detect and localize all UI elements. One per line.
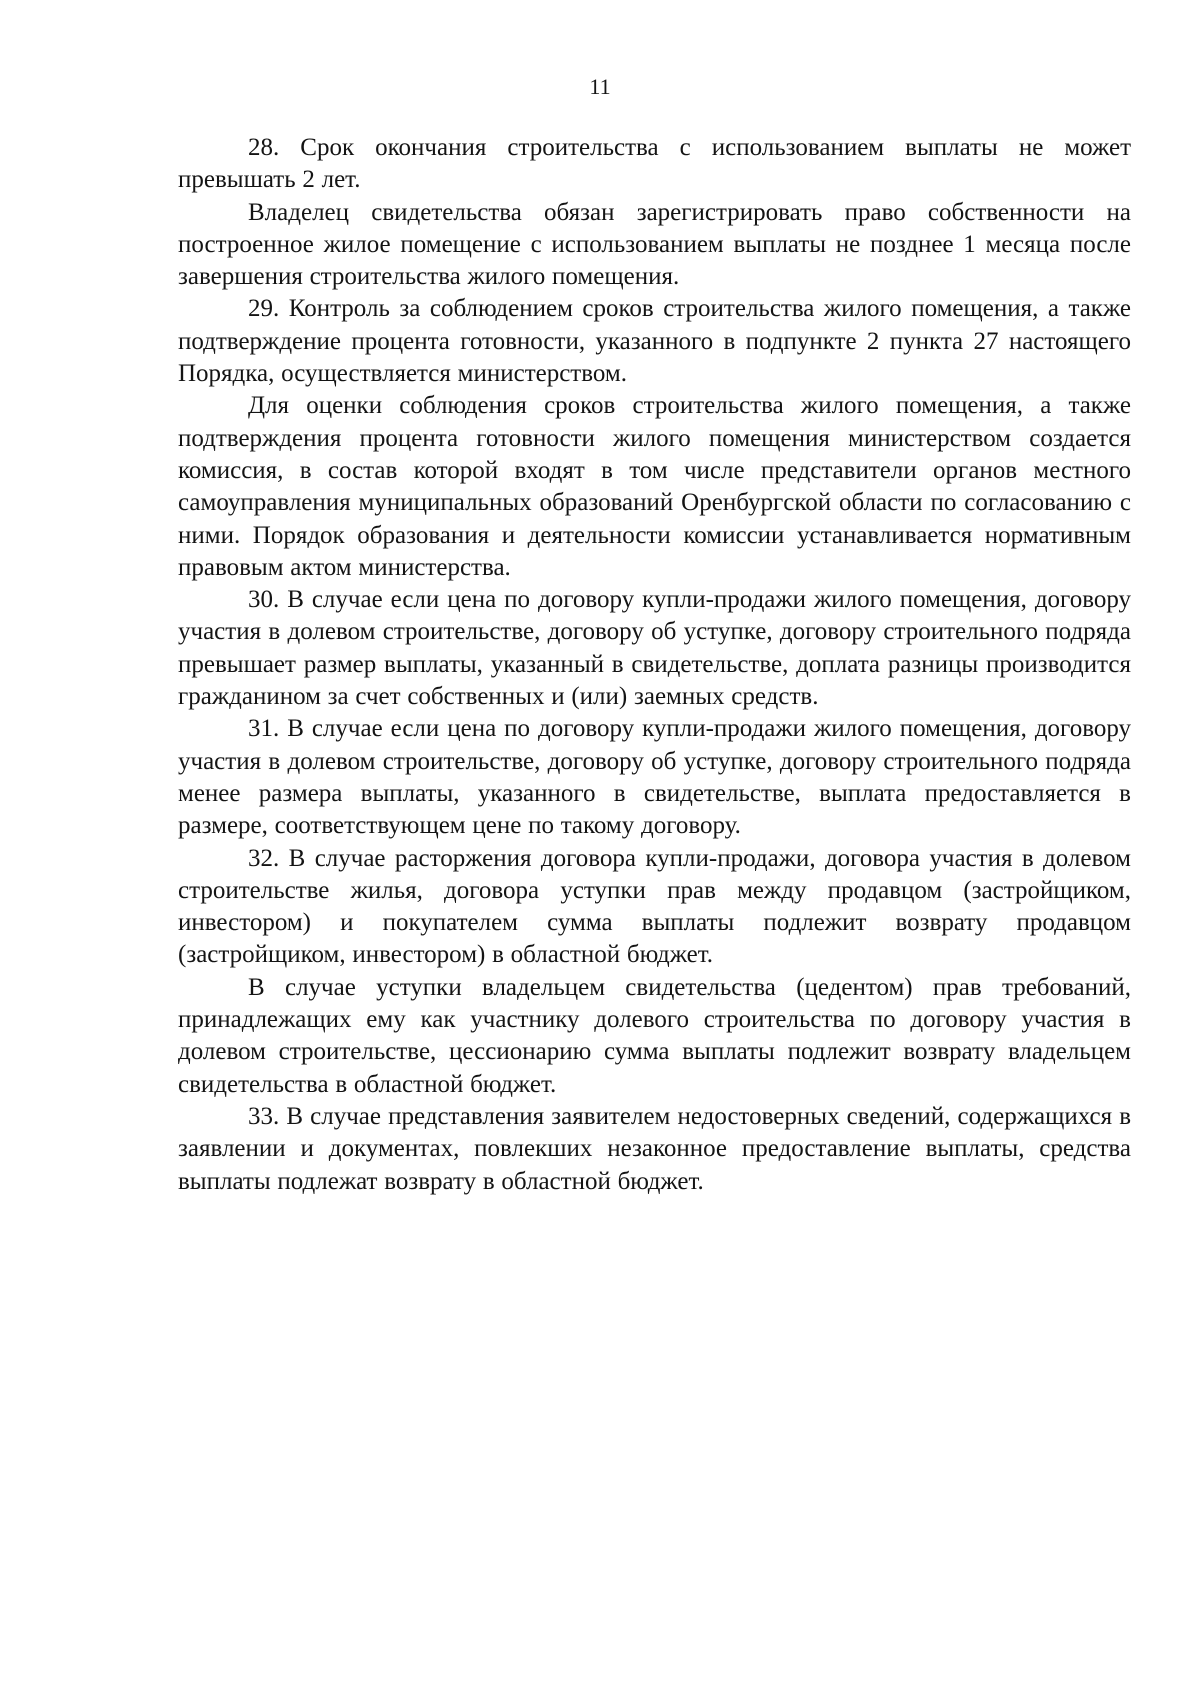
paragraph-32: 32. В случае расторжения договора купли-продажи, договора участия в долевом строительстве жилья, договора уступки прав между продавцом (застройщиком, инвестором) и покупателем сумма выплаты подлежит возврату продавцом (застройщиком, инвестором) в областной бюджет. [178, 844, 1131, 969]
paragraph-31: 31. В случае если цена по договору купли-продажи жилого помещения, договору участия в долевом строительстве, договору об уступке, договору строительного подряда менее размера выплаты, указанного в свидетельстве, выплата предоставляется в размере, соответствующем цене по такому договору. [178, 715, 1131, 840]
paragraph-30: 30. В случае если цена по договору купли-продажи жилого помещения, договору участия в долевом строительстве, договору об уступке, договору строительного подряда превышает размер выплаты, указанный в свидетельстве, доплата разницы производится гражданином за счет собственных и (или) заемных средств. [178, 586, 1131, 711]
document-body [178, 132, 1131, 1198]
paragraph-29-commission: Для оценки соблюдения сроков строительства жилого помещения, а также подтверждения процента готовности жилого помещения министерством создается комиссия, в состав которой входят в том числе представители органов местного самоуправления муниципальных образований Оренбургской области по согласованию с ними. Порядок образования и деятельности комиссии устанавливается нормативным правовым актом министерства. [178, 392, 1131, 581]
page-number: 11 [589, 74, 611, 99]
paragraph-29: 29. Контроль за соблюдением сроков строительства жилого помещения, а также подтверждение процента готовности, указанного в подпункте 2 пункта 27 настоящего Порядка, осуществляется министерством. [178, 295, 1131, 388]
paragraph-28-owner-registration: Владелец свидетельства обязан зарегистрировать право собственности на построенное жилое помещение с использованием выплаты не позднее 1 месяца после завершения строительства жилого помещения. [178, 198, 1131, 291]
paragraph-28: 28. Срок окончания строительства с использованием выплаты не может превышать 2 лет. [178, 134, 1131, 194]
paragraph-32-assignment: В случае уступки владельцем свидетельства (цедентом) прав требований, принадлежащих ему как участнику долевого строительства по договору участия в долевом строительстве, цессионарию сумма выплаты подлежит возврату владельцем свидетельства в областной бюджет. [178, 973, 1131, 1098]
paragraph-33: 33. В случае представления заявителем недостоверных сведений, содержащихся в заявлении и документах, повлекших незаконное предоставление выплаты, средства выплаты подлежат возврату в областной бюджет. [178, 1102, 1131, 1195]
